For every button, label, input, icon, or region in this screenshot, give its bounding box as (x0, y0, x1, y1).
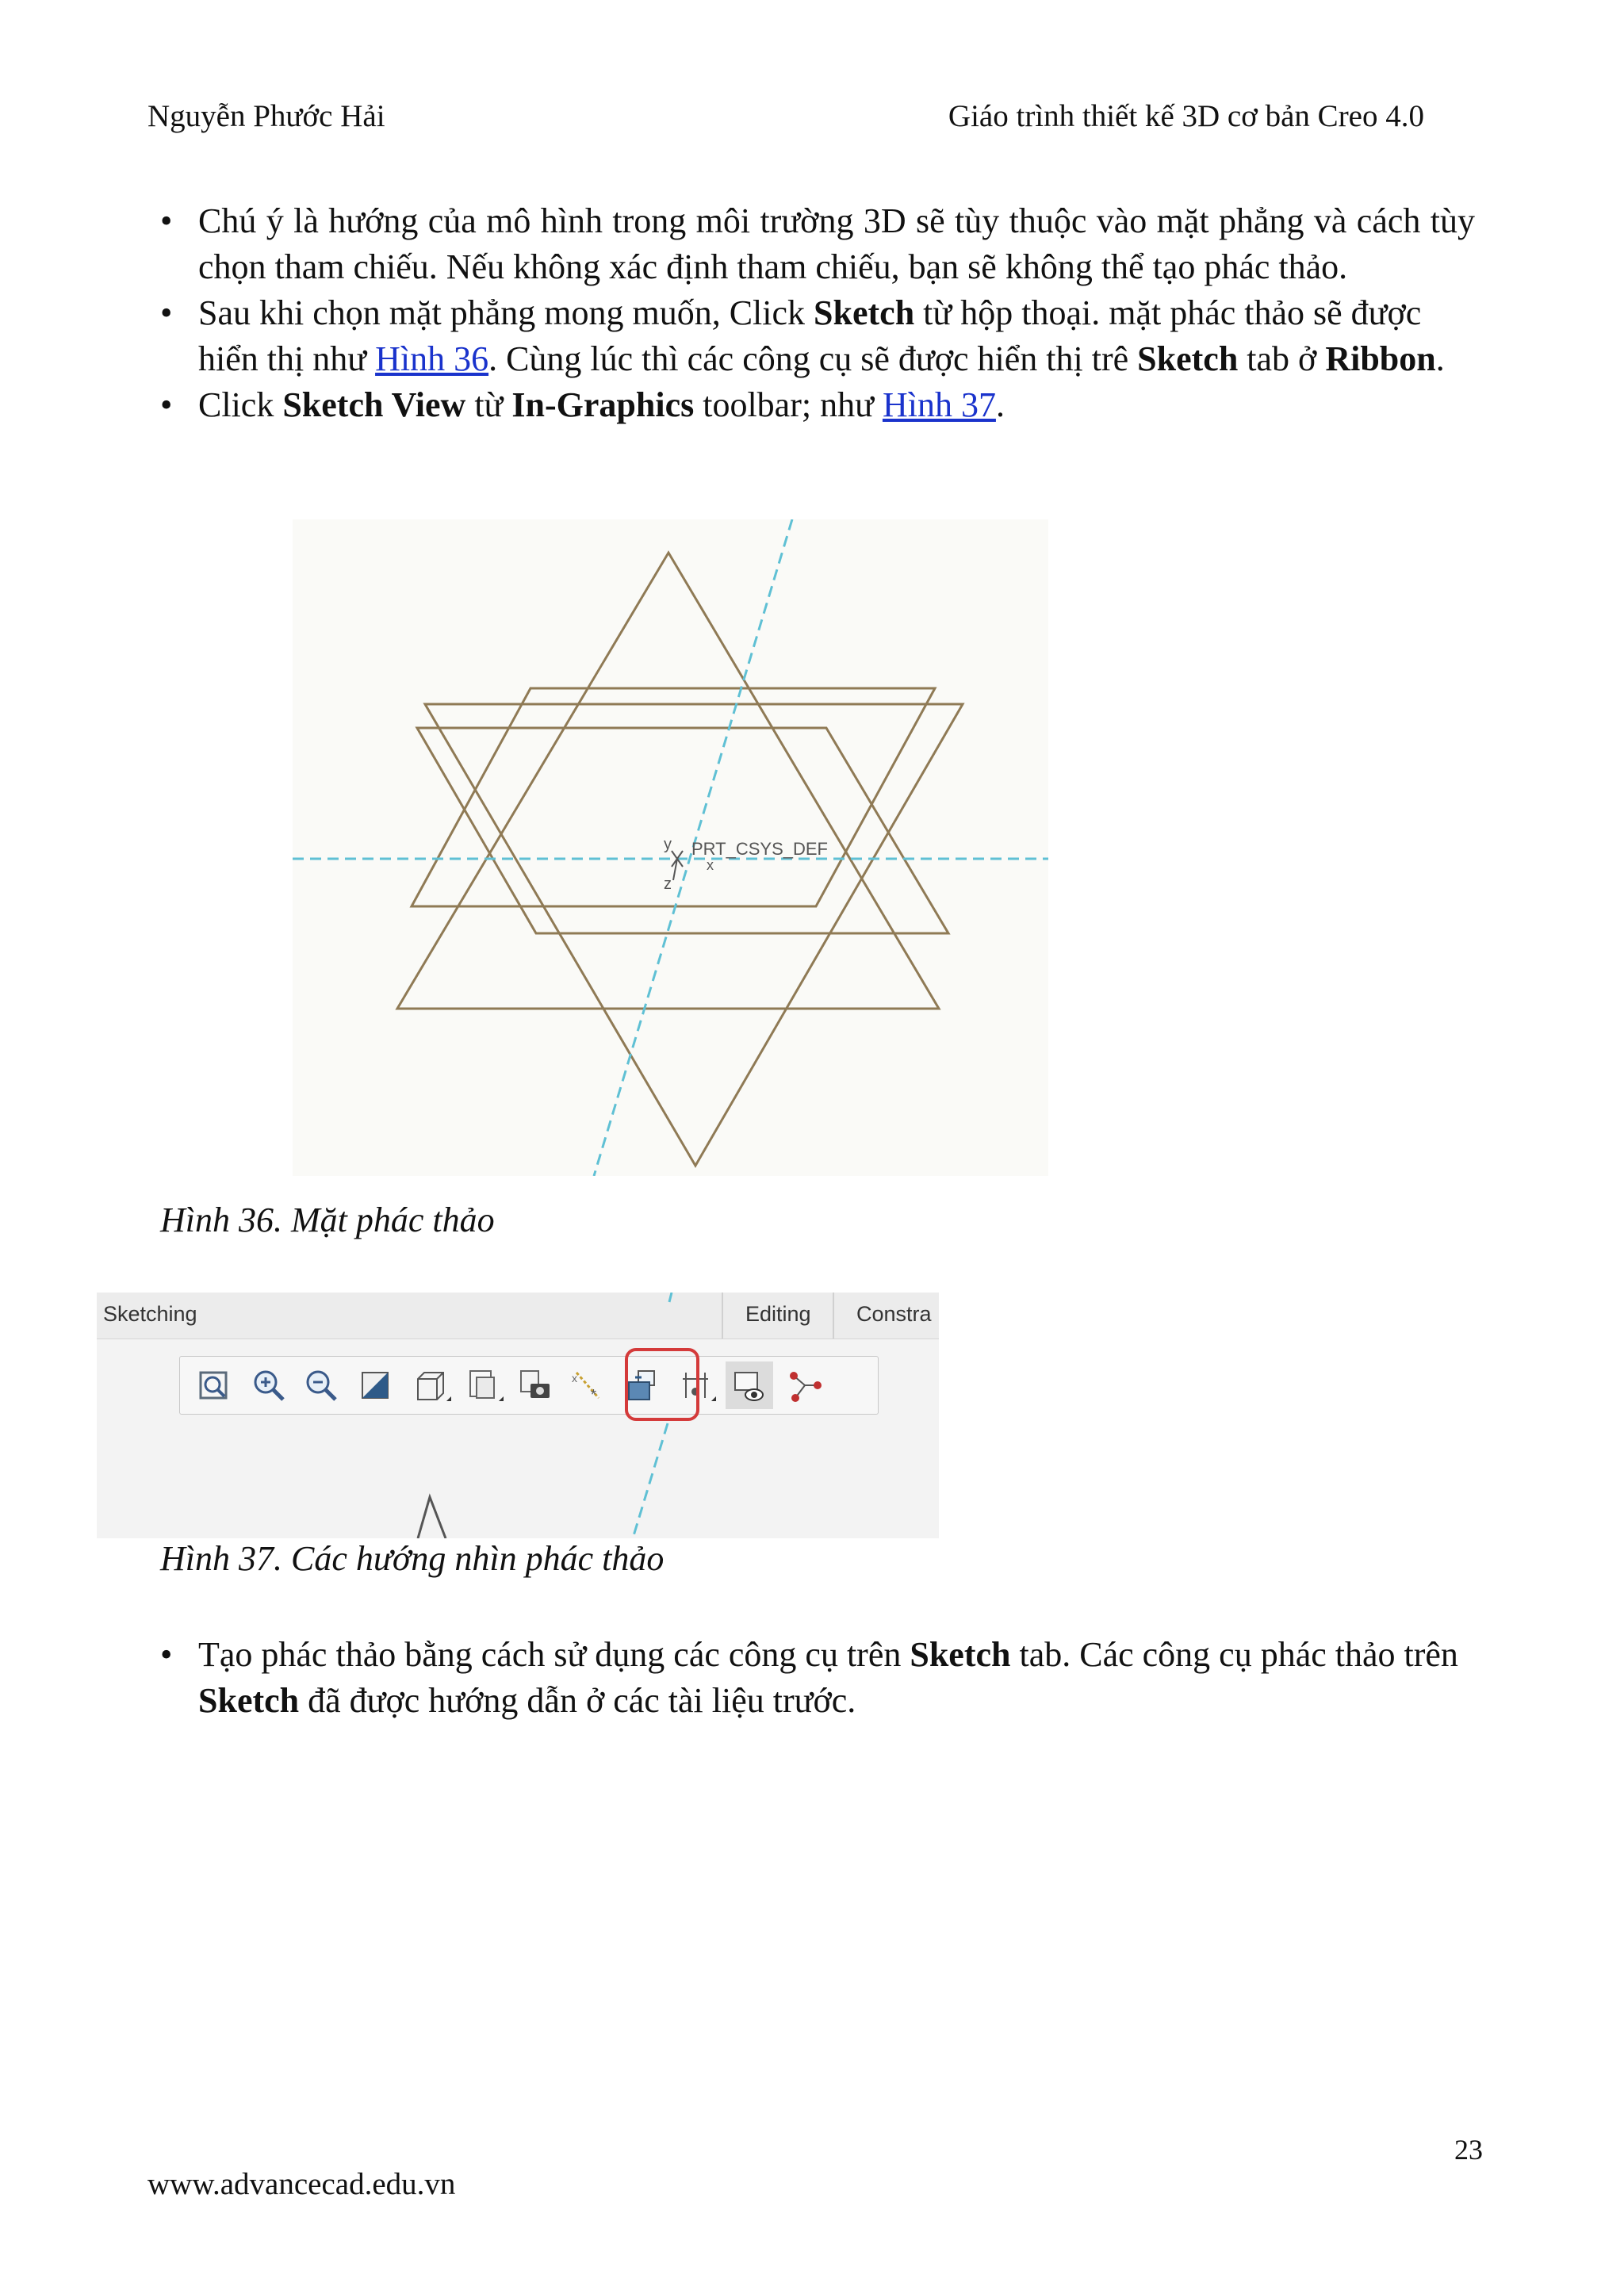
bullet-create-sketch (157, 1632, 1475, 1724)
figure-36-sketch-plane (293, 519, 1048, 1176)
text-run: . Cùng lúc thì các công cụ sẽ được hiển thị trê (488, 339, 1138, 378)
text-run: tab. Các công cụ phác thảo trên (1010, 1635, 1458, 1674)
bullet-marker: • (160, 1635, 173, 1674)
datum-plane-left-parallelogram (412, 688, 935, 906)
page-number: 23 (1454, 2134, 1483, 2166)
bullet-marker: • (160, 293, 173, 332)
csys-label: PRT_CSYS_DEF (691, 839, 828, 859)
figure-37-toolbar (97, 1293, 939, 1538)
csys-glyph (672, 851, 683, 880)
axis-y-label: y (664, 836, 672, 853)
text-run: toolbar; như (694, 385, 883, 424)
datum-plane-right-parallelogram (417, 728, 948, 933)
text-run: đã được hướng dẫn ở các tài liệu trước. (299, 1681, 856, 1720)
bold-sketch: Sketch (910, 1635, 1011, 1674)
text-run: từ hộp thoại. mặt phác thảo sẽ được hiển thị như (198, 293, 1422, 378)
bullet-marker: • (160, 385, 173, 424)
bullet-text: Chú ý là hướng của mô hình trong môi trường 3D sẽ tùy thuộc vào mặt phẳng và cách tùy chọn tham chiếu. Nếu không xác định tham chiếu, bạn sẽ không thể tạo phác thảo. (198, 201, 1475, 286)
text-run: Click (198, 385, 283, 424)
vertical-axis-top (669, 1293, 672, 1302)
bold-sketch: Sketch (198, 1681, 300, 1720)
svg-text:*: * (591, 1387, 597, 1403)
text-run: Tạo phác thảo bằng cách sử dụng các công cụ trên (198, 1635, 910, 1674)
bullet-marker: • (160, 201, 173, 240)
header-book-title: Giáo trình thiết kế 3D cơ bản Creo 4.0 (948, 99, 1424, 133)
text-run: từ (465, 385, 512, 424)
sketch-peak (418, 1497, 446, 1538)
closing-bullets (157, 1632, 1475, 1724)
sketch-plane-drawing (293, 519, 1048, 1176)
figure-36-caption: Hình 36. Mặt phác thảo (160, 1201, 495, 1239)
vertical-axis (633, 1423, 668, 1538)
ribbon-group-editing[interactable]: Editing (745, 1302, 811, 1326)
bullet-click-sketch (157, 290, 1475, 382)
footer-website: www.advancecad.edu.vn (147, 2167, 456, 2201)
text-run: tab ở (1238, 339, 1326, 378)
svg-text:x: x (572, 1372, 577, 1384)
bold-sketch-view: Sketch View (282, 385, 466, 424)
figure-37-background-graphics (97, 1293, 939, 1538)
text-run: . (995, 385, 1005, 424)
header-author: Nguyễn Phước Hải (147, 99, 385, 133)
figure-37-caption: Hình 37. Các hướng nhìn phác thảo (160, 1539, 665, 1578)
bold-sketch: Sketch (814, 293, 915, 332)
bold-ribbon: Ribbon (1325, 339, 1436, 378)
bullet-sketch-view (157, 382, 1475, 428)
link-hinh-37[interactable]: Hình 37 (882, 385, 996, 424)
ribbon-group-constrain[interactable]: Constra (856, 1302, 932, 1326)
axis-x-label: x (707, 857, 714, 873)
bold-sketch: Sketch (1137, 339, 1239, 378)
bullet-orientation-note (157, 198, 1475, 290)
intro-bullets (157, 198, 1475, 428)
ribbon-group-sketching[interactable]: Sketching (103, 1302, 197, 1326)
text-run: . (1435, 339, 1445, 378)
link-hinh-36[interactable]: Hình 36 (375, 339, 489, 378)
bold-in-graphics: In-Graphics (511, 385, 695, 424)
text-run: Sau khi chọn mặt phẳng mong muốn, Click (198, 293, 814, 332)
datum-plane-triangle-down (425, 704, 963, 1166)
axis-z-label: z (664, 875, 672, 893)
